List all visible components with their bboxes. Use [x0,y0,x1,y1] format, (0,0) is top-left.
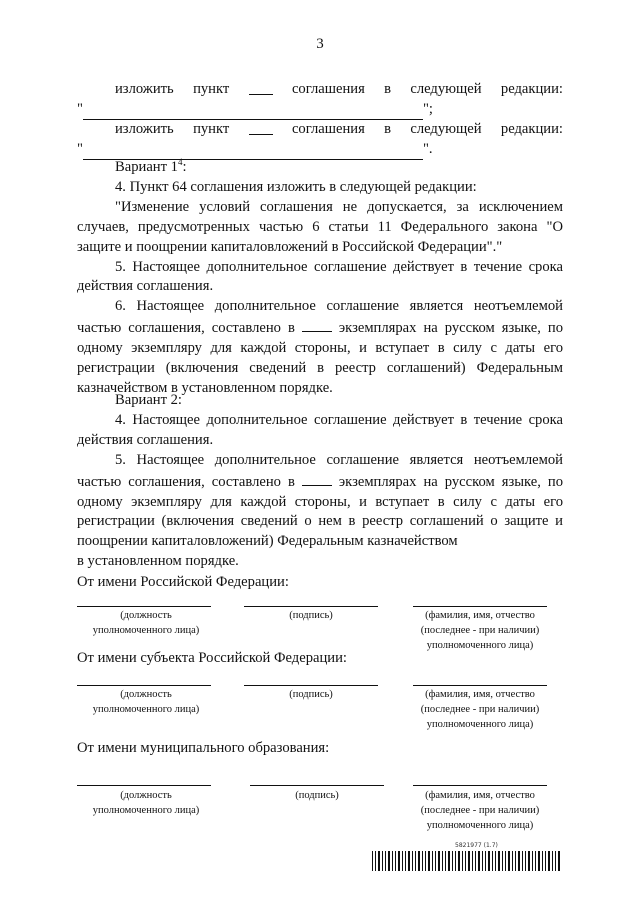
barcode-bar [435,851,436,871]
barcode-bar [558,851,560,871]
edit-instruction-2 [77,120,563,160]
barcode-bar [378,851,380,871]
variant-1-p4-text: "Изменение условий соглашения не допускается, за исключением случаев, предусмотренных частью 6 статьи 11 Федерального закона "О защите и поощрении капиталовложений в Российской Федерации"." [77,198,563,255]
barcode-bar [488,851,490,871]
barcode-bar [458,851,460,871]
blank-field [249,120,273,135]
barcode-bar [542,851,543,871]
word: пункт [193,121,230,137]
barcode-bar [438,851,440,871]
barcode-bar [372,851,373,871]
position-caption: (должность уполномоченного лица) [92,610,200,636]
word: пункт [193,81,230,97]
open-quote: " [77,140,83,157]
name-caption: (фамилия, имя, отчество (последнее - при наличии) уполномоченного лица) [420,610,540,651]
variant-2-p5: 5. Настоящее дополнительное соглашение является неотъемлемой частью соглашения, составлено в экземплярах на русском языке, по одному экземпляру для каждой стороны, и вступает в силу с даты его регистрации (включения сведений о нем в реестр соглашений о защите и поощрении капиталовложений) Федеральным казначейством [77,451,563,550]
variant-2-p5-last: в установленном порядке. [77,553,239,570]
word: соглашения [291,121,365,137]
word: в [384,121,392,137]
word: изложить [115,121,174,137]
barcode-bar [432,851,433,871]
barcode [372,851,564,871]
barcode-bar [402,851,403,871]
barcode-bar [485,851,486,871]
footnote-marker: 4 [177,157,183,168]
blank-line [83,104,423,120]
barcode-bar [498,851,500,871]
variant-2-block [77,391,563,572]
position-caption: (должность уполномоченного лица) [92,689,200,715]
barcode-bar [462,851,463,871]
barcode-bar [475,851,476,871]
signature-heading-subject: От имени субъекта Российской Федерации: [77,650,347,666]
barcode-bar [418,851,420,871]
barcode-bar [508,851,510,871]
blank-field [249,80,273,95]
signature-caption: (подпись) [289,610,333,621]
blank-field [302,471,332,486]
barcode-bar [482,851,483,871]
name-signature-line [413,685,547,686]
position-signature-line [77,685,211,686]
signature-line [244,606,378,607]
barcode-bar [398,851,400,871]
barcode-bar [375,851,376,871]
barcode-bar [452,851,453,871]
barcode-bar [555,851,556,871]
position-signature-line [77,606,211,607]
barcode-bar [525,851,526,871]
signature-line [250,785,384,786]
word: следующей [410,121,482,137]
name-signature-line [413,606,547,607]
barcode-bar [528,851,530,871]
barcode-bar [385,851,386,871]
barcode-bar [395,851,396,871]
signature-heading-municipal: От имени муниципального образования: [77,740,330,756]
barcode-bar [532,851,533,871]
barcode-bar [522,851,523,871]
blank-field [302,317,332,332]
signature-heading-federation: От имени Российской Федерации: [77,574,289,590]
word: соглашения [291,81,365,97]
barcode-bar [492,851,493,871]
signature-caption: (подпись) [289,689,333,700]
variant-1-block [77,158,563,399]
barcode-bar [535,851,536,871]
barcode-bar [412,851,413,871]
variant-1-label: Вариант $1^4$: [115,157,187,175]
barcode-bar [548,851,550,871]
barcode-bar [518,851,520,871]
barcode-number: 5821977 (1.7) [455,842,498,849]
word: редакции: [500,121,563,137]
name-caption: (фамилия, имя, отчество (последнее - при наличии) уполномоченного лица) [420,689,540,730]
barcode-bar [478,851,480,871]
barcode-bar [405,851,406,871]
barcode-bar [512,851,513,871]
position-signature-line [77,785,211,786]
barcode-bar [545,851,546,871]
word: редакции: [500,81,563,97]
barcode-bar [388,851,390,871]
barcode-bar [468,851,470,871]
barcode-bar [382,851,383,871]
barcode-bar [445,851,446,871]
word: изложить [115,81,174,97]
barcode-bar [425,851,426,871]
edit-instruction-1 [77,80,563,120]
barcode-bar [465,851,466,871]
barcode-bar [538,851,540,871]
barcode-bar [505,851,506,871]
barcode-bar [415,851,416,871]
word: в [384,81,392,97]
variant-1-p4-intro: 4. Пункт 64 соглашения изложить в следующей редакции: [115,178,477,195]
variant-1-p5: 5. Настоящее дополнительное соглашение действует в течение срока действия соглашения. [77,258,563,295]
name-signature-line [413,785,547,786]
variant-2-label: Вариант 2: [115,392,182,408]
close-quote: "; [422,100,433,117]
barcode-bar [392,851,393,871]
barcode-bar [495,851,496,871]
barcode-bar [552,851,553,871]
close-quote: ". [422,140,433,157]
barcode-bar [455,851,456,871]
page-number: 3 [316,36,324,52]
name-caption: (фамилия, имя, отчество (последнее - при наличии) уполномоченного лица) [420,790,540,831]
barcode-bar [408,851,410,871]
position-caption: (должность уполномоченного лица) [92,790,200,816]
barcode-bar [472,851,473,871]
variant-2-p4: 4. Настоящее дополнительное соглашение действует в течение срока действия соглашения. [77,411,563,448]
word: следующей [410,81,482,97]
barcode-bar [442,851,443,871]
signature-line [244,685,378,686]
barcode-bar [422,851,423,871]
signature-caption: (подпись) [295,790,339,801]
variant-1-p6: 6. Настоящее дополнительное соглашение является неотъемлемой частью соглашения, составлено в экземплярах на русском языке, по одному экземпляру для каждой стороны, и вступает в силу с даты его регистрации (включения сведений в реестр соглашений) Федеральным казначейством в установленном порядке. [77,298,563,396]
barcode-bar [428,851,430,871]
barcode-bar [502,851,503,871]
open-quote: " [77,100,83,117]
barcode-bar [515,851,516,871]
barcode-bar [448,851,450,871]
